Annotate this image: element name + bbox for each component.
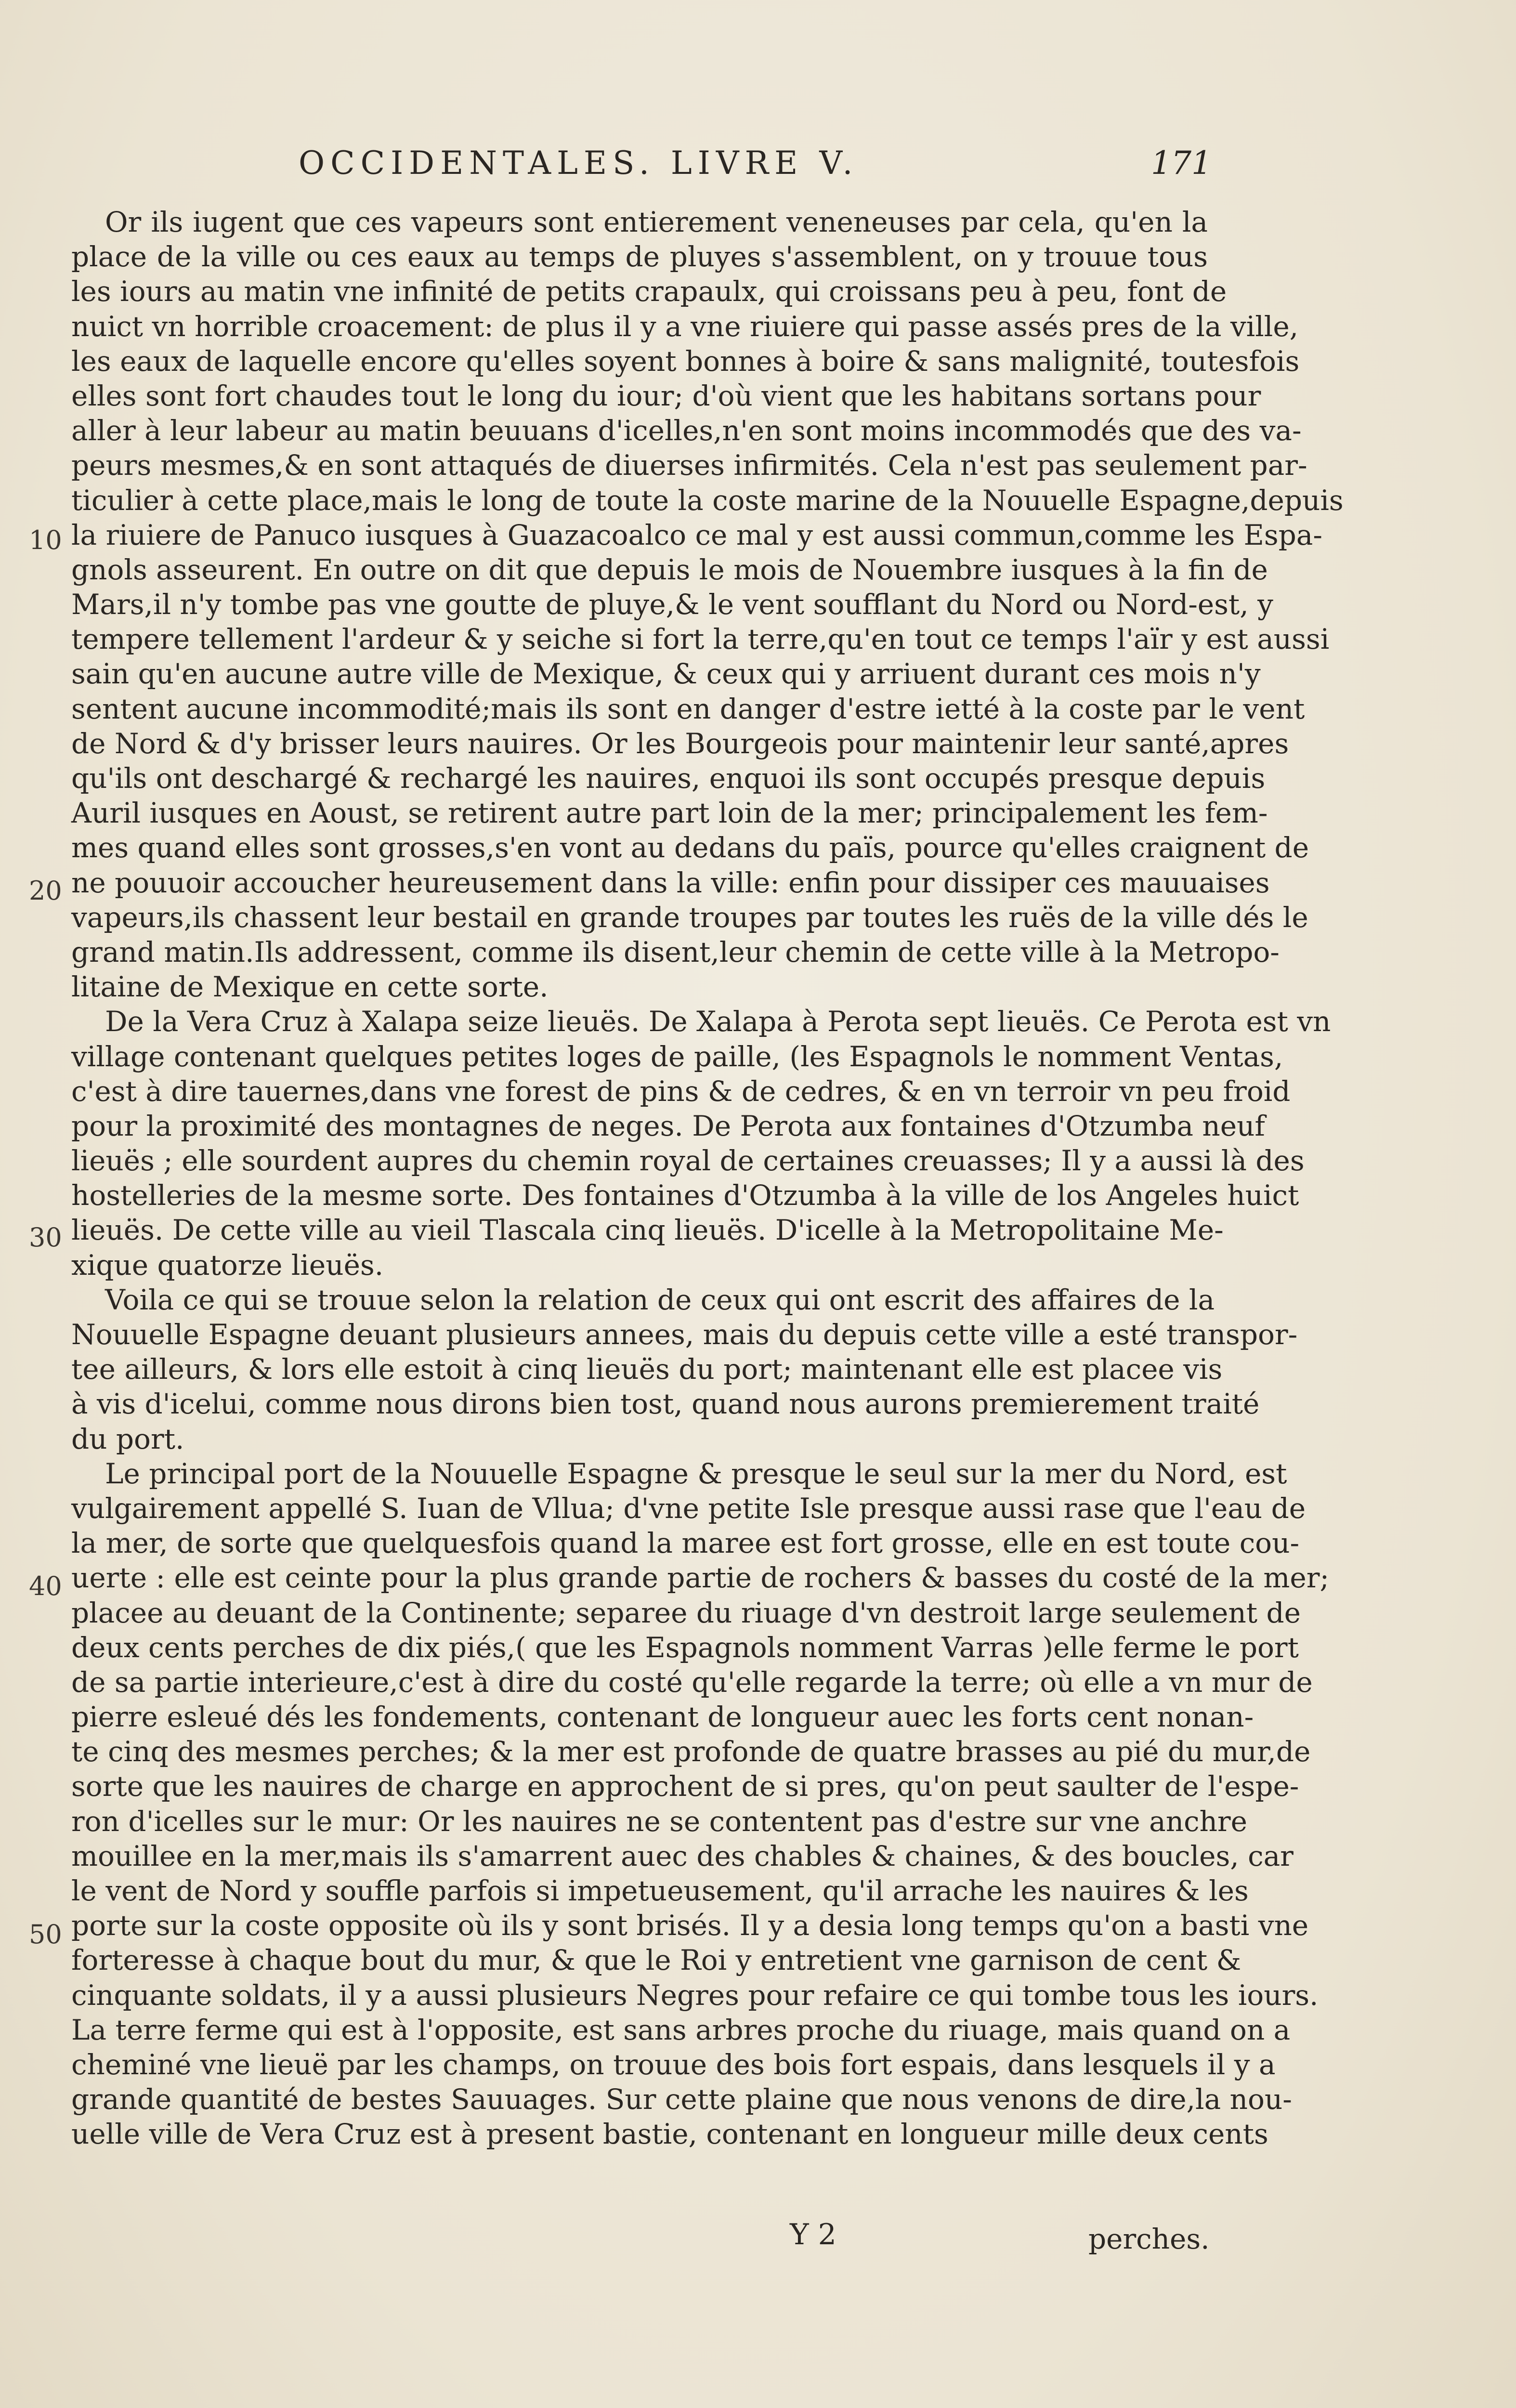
text-line: ticulier à cette place,mais le long de toute la coste marine de la Nouuelle Espagne,depuis: [71, 484, 1344, 517]
text-line: grande quantité de bestes Sauuages. Sur cette plaine que nous venons de dire,la nou-: [71, 2083, 1292, 2116]
line-number-30: 30: [29, 1222, 62, 1253]
line-number-50: 50: [29, 1919, 62, 1950]
text-line: gnols asseurent. En outre on dit que depuis le mois de Nouembre iusques à la fin de: [71, 553, 1268, 586]
text-line: Le principal port de la Nouuelle Espagne & presque le seul sur la mer du Nord, est: [105, 1457, 1287, 1490]
text-line: lieuës. De cette ville au vieil Tlascala cinq lieuës. D'icelle à la Metropolitaine Me-: [71, 1214, 1224, 1247]
text-line: les eaux de laquelle encore qu'elles soyent bonnes à boire & sans malignité, toutesfois: [71, 344, 1300, 378]
line-number-40: 40: [29, 1571, 62, 1601]
text-line: nuict vn horrible croacement: de plus il y a vne riuiere qui passe assés pres de la ville,: [71, 310, 1299, 343]
text-line: de Nord & d'y brisser leurs nauires. Or les Bourgeois pour maintenir leur santé,apres: [71, 727, 1289, 760]
text-line: deux cents perches de dix piés,( que les Espagnols nomment Varras )elle ferme le port: [71, 1631, 1299, 1664]
text-line: ne pouuoir accoucher heureusement dans la ville: enfin pour dissiper ces mauuaises: [71, 866, 1270, 899]
line-number-20: 20: [29, 876, 62, 906]
signature-mark: Y 2: [790, 2218, 836, 2251]
page-number: 171: [1151, 144, 1212, 182]
text-line: tempere tellement l'ardeur & y seiche si fort la terre,qu'en tout ce temps l'aïr y est aussi: [71, 623, 1330, 656]
line-number-10: 10: [29, 525, 62, 555]
text-line: la riuiere de Panuco iusques à Guazacoalco ce mal y est aussi commun,comme les Espa-: [71, 518, 1322, 551]
text-line: mes quand elles sont grosses,s'en vont au dedans du païs, pource qu'elles craignent de: [71, 831, 1309, 864]
text-line: grand matin.Ils addressent, comme ils disent,leur chemin de cette ville à la Metropo-: [71, 935, 1280, 968]
text-line: uelle ville de Vera Cruz est à present bastie, contenant en longueur mille deux cents: [71, 2118, 1268, 2151]
text-line: placee au deuant de la Continente; separee du riuage d'vn destroit large seulement de: [71, 1596, 1301, 1629]
text-line: village contenant quelques petites loges de paille, (les Espagnols le nomment Ventas,: [71, 1040, 1283, 1073]
running-title: OCCIDENTALES. LIVRE V.: [299, 144, 859, 182]
text-line: elles sont fort chaudes tout le long du iour; d'où vient que les habitans sortans pour: [71, 379, 1261, 412]
text-line: mouillee en la mer,mais ils s'amarrent auec des chables & chaines, & des boucles, car: [71, 1839, 1294, 1872]
text-line: xique quatorze lieuës.: [71, 1248, 384, 1282]
text-line: Auril iusques en Aoust, se retirent autre part loin de la mer; principalement les fem-: [71, 797, 1268, 830]
text-line: Mars,il n'y tombe pas vne goutte de pluye,& le vent soufflant du Nord ou Nord-est, y: [71, 588, 1273, 621]
body-text: [71, 205, 1344, 2186]
text-line: sentent aucune incommodité;mais ils sont en danger d'estre ietté à la coste par le vent: [71, 692, 1305, 725]
text-line: à vis d'icelui, comme nous dirons bien tost, quand nous aurons premierement traité: [71, 1387, 1260, 1421]
text-line: aller à leur labeur au matin beuuans d'icelles,n'en sont moins incommodés que des va-: [71, 414, 1302, 447]
text-line: la mer, de sorte que quelquesfois quand la maree est fort grosse, elle en est toute cou-: [71, 1527, 1300, 1560]
text-line: La terre ferme qui est à l'opposite, est sans arbres proche du riuage, mais quand on a: [71, 2013, 1291, 2046]
text-line: [71, 2152, 1208, 2186]
text-line: De la Vera Cruz à Xalapa seize lieuës. De Xalapa à Perota sept lieuës. Ce Perota est vn: [105, 1005, 1331, 1038]
text-line: qu'ils ont deschargé & rechargé les nauires, enquoi ils sont occupés presque depuis: [71, 762, 1266, 795]
text-line: forteresse à chaque bout du mur, & que le Roi y entretient vne garnison de cent &: [71, 1944, 1242, 1977]
text-line: vapeurs,ils chassent leur bestail en grande troupes par toutes les ruës de la ville dés le: [71, 901, 1308, 934]
text-line: litaine de Mexique en cette sorte.: [71, 970, 549, 1004]
text-line: cinquante soldats, il y a aussi plusieurs Negres pour refaire ce qui tombe tous les iours.: [71, 1978, 1319, 2012]
text-line: Voila ce qui se trouue selon la relation de ceux qui ont escrit des affaires de la: [105, 1283, 1215, 1316]
text-line: pierre esleué dés les fondements, contenant de longueur auec les forts cent nonan-: [71, 1701, 1254, 1734]
text-line: ron d'icelles sur le mur: Or les nauires ne se contentent pas d'estre sur vne anchre: [71, 1805, 1247, 1838]
text-line: pour la proximité des montagnes de neges. De Perota aux fontaines d'Otzumba neuf: [71, 1109, 1265, 1142]
catchword: perches.: [1088, 2223, 1210, 2255]
text-line: place de la ville ou ces eaux au temps de pluyes s'assemblent, on y trouue tous: [71, 240, 1208, 274]
text-line: te cinq des mesmes perches; & la mer est profonde de quatre brasses au pié du mur,de: [71, 1735, 1311, 1768]
text-line: de sa partie interieure,c'est à dire du costé qu'elle regarde la terre; où elle a vn mur de: [71, 1665, 1313, 1699]
text-line: tee ailleurs, & lors elle estoit à cinq lieuës du port; maintenant elle est placee vis: [71, 1353, 1223, 1386]
text-line: vulgairement appellé S. Iuan de Vllua; d'vne petite Isle presque aussi rase que l'eau de: [71, 1492, 1306, 1525]
text-line: sain qu'en aucune autre ville de Mexique, & ceux qui y arriuent durant ces mois n'y: [71, 657, 1261, 691]
text-line: le vent de Nord y souffle parfois si impetueusement, qu'il arrache les nauires & les: [71, 1874, 1249, 1907]
text-line: uerte : elle est ceinte pour la plus grande partie de rochers & basses du costé de la mer;: [71, 1561, 1329, 1595]
text-line: les iours au matin vne infinité de petits crapaulx, qui croissans peu à peu, font de: [71, 275, 1227, 308]
text-line: du port.: [71, 1422, 184, 1455]
text-line: Nouuelle Espagne deuant plusieurs annees, mais du depuis cette ville a esté transpor-: [71, 1318, 1298, 1351]
text-line: sorte que les nauires de charge en approchent de si pres, qu'on peut saulter de l'espe-: [71, 1770, 1299, 1803]
text-line: cheminé vne lieuë par les champs, on trouue des bois fort espais, dans lesquels il y a: [71, 2048, 1276, 2081]
text-line: hostelleries de la mesme sorte. Des fontaines d'Otzumba à la ville de los Angeles huict: [71, 1179, 1299, 1212]
text-line: c'est à dire tauernes,dans vne forest de pins & de cedres, & en vn terroir vn peu froid: [71, 1074, 1291, 1108]
text-line: peurs mesmes,& en sont attaqués de diuerses infirmités. Cela n'est pas seulement par-: [71, 449, 1307, 482]
text-line: lieuës ; elle sourdent aupres du chemin royal de certaines creuasses; Il y a aussi là des: [71, 1144, 1305, 1178]
text-line: Or ils iugent que ces vapeurs sont entierement veneneuses par cela, qu'en la: [105, 206, 1208, 238]
text-line: porte sur la coste opposite où ils y sont brisés. Il y a desia long temps qu'on a basti vne: [71, 1909, 1309, 1942]
